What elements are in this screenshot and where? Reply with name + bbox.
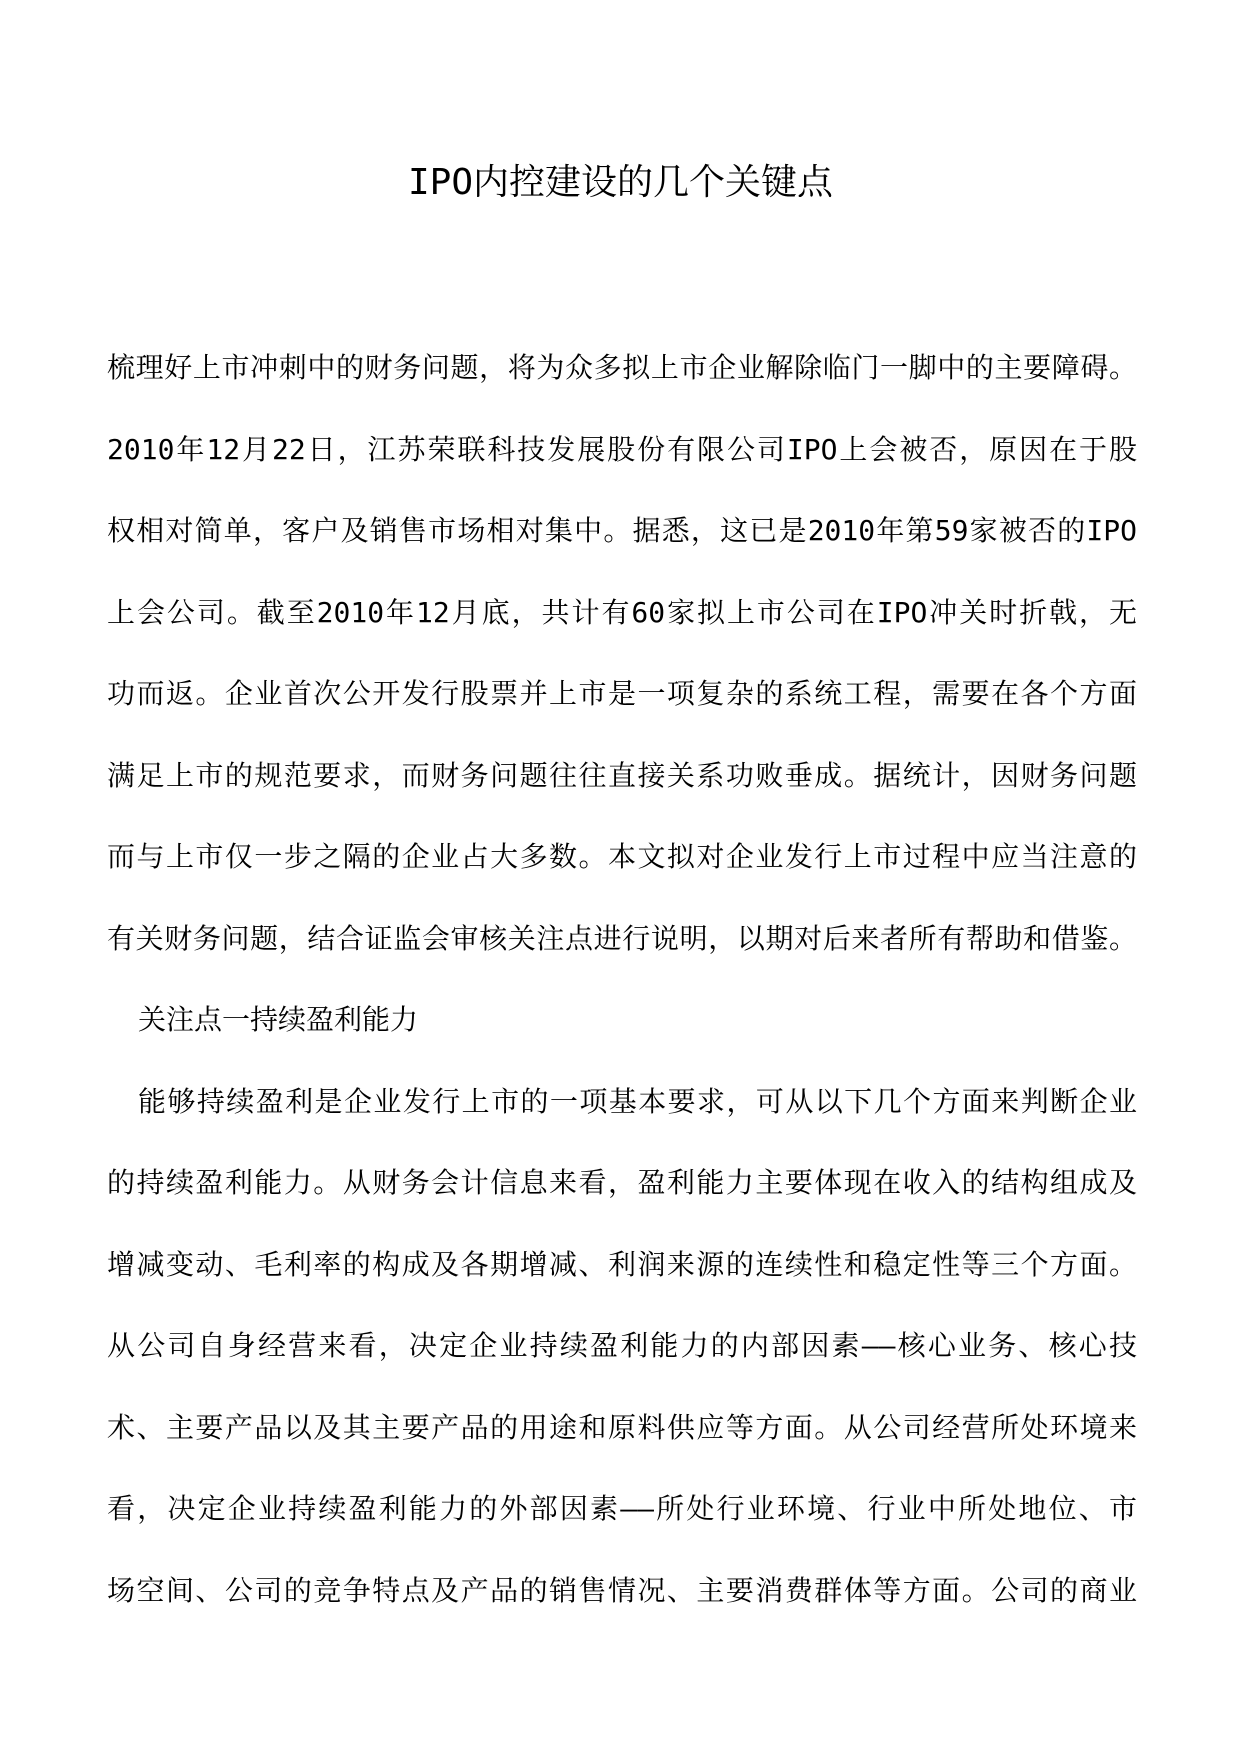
section-heading: 关注点一持续盈利能力 [138,1003,419,1036]
text-line: 梳理好上市冲刺中的财务问题，将为众多拟上市企业解除临门一脚中的主要障碍。 [107,351,1137,384]
text-line: 看，决定企业持续盈利能力的外部因素——所处行业环境、行业中所处地位、市 [107,1492,1137,1525]
text-line: 术、主要产品以及其主要产品的用途和原料供应等方面。从公司经营所处环境来 [107,1410,1137,1444]
text-line: 有关财务问题，结合证监会审核关注点进行说明，以期对后来者所有帮助和借鉴。 [107,921,1137,955]
text-line: 上会公司。截至2010年12月底，共计有60家拟上市公司在IPO冲关时折戟，无 [107,595,1137,629]
text-line: 增减变动、毛利率的构成及各期增减、利润来源的连续性和稳定性等三个方面。 [107,1247,1137,1281]
intro-paragraph [107,327,1137,979]
text-line: 2010年12月22日，江苏荣联科技发展股份有限公司IPO上会被否，原因在于股 [107,432,1137,466]
text-line: 的持续盈利能力。从财务会计信息来看，盈利能力主要体现在收入的结构组成及 [107,1166,1137,1199]
text-line: 而与上市仅一步之隔的企业占大多数。本文拟对企业发行上市过程中应当注意的 [107,840,1137,873]
text-line: 场空间、公司的竞争特点及产品的销售情况、主要消费群体等方面。公司的商业 [107,1573,1137,1607]
text-line: 能够持续盈利是企业发行上市的一项基本要求，可从以下几个方面来判断企业 [138,1084,1137,1118]
text-line: 功而返。企业首次公开发行股票并上市是一项复杂的系统工程，需要在各个方面 [107,677,1137,710]
text-line: 满足上市的规范要求，而财务问题往往直接关系功败垂成。据统计，因财务问题 [107,758,1137,792]
document-body [107,327,1137,1631]
text-line: 权相对简单，客户及销售市场相对集中。据悉，这已是2010年第59家被否的IPO [107,514,1137,547]
section-paragraph [107,1061,1137,1632]
document-title: IPO内控建设的几个关键点 [407,162,834,203]
text-line: 从公司自身经营来看，决定企业持续盈利能力的内部因素——核心业务、核心技 [107,1329,1137,1362]
